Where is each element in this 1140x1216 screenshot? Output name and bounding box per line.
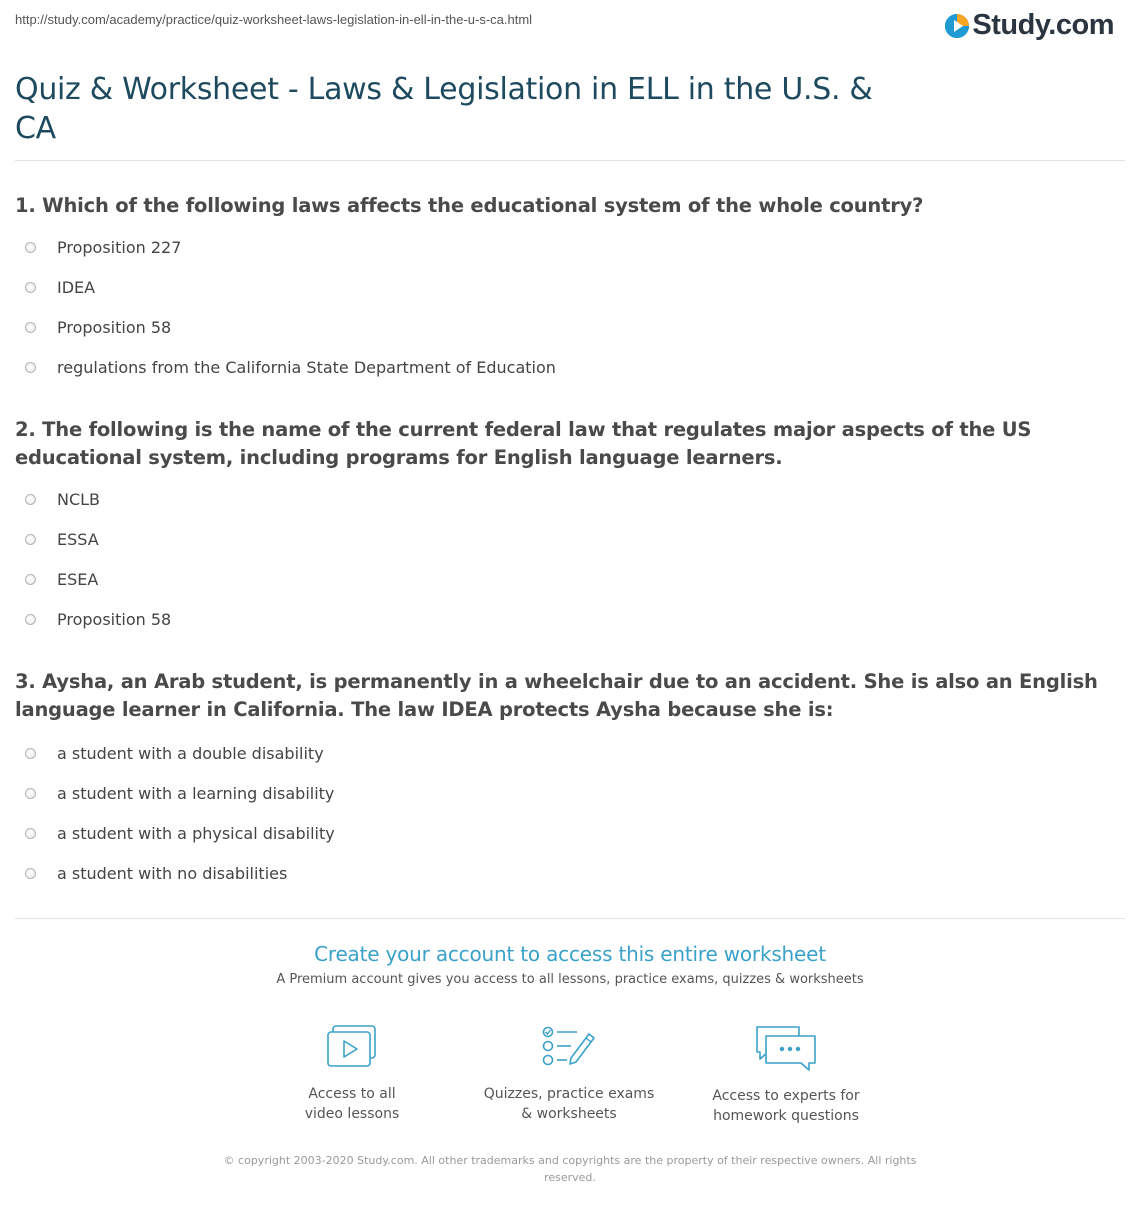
option-label: Proposition 227	[57, 237, 182, 257]
answer-option[interactable]	[15, 267, 1115, 307]
feature-label-line: Access to all	[308, 1086, 396, 1102]
option-label: a student with a physical disability	[57, 823, 335, 843]
play-logo-icon	[945, 14, 969, 38]
cta-subtitle: A Premium account gives you access to all lessons, practice exams, quizzes & worksheets	[276, 972, 864, 987]
feature-label-line: & worksheets	[521, 1106, 617, 1122]
logo-text: Study.com	[972, 9, 1114, 41]
question-text: 2. The following is the name of the current federal law that regulates major aspects of the US educational system, including programs for English language learners.	[15, 418, 1032, 469]
question-text: 3. Aysha, an Arab student, is permanently in a wheelchair due to an accident. She is also an English language learner in California. The law IDEA protects Aysha because she is:	[15, 670, 1098, 721]
answer-option[interactable]	[15, 479, 1115, 519]
divider	[15, 918, 1125, 919]
radio-icon[interactable]	[25, 614, 36, 625]
answer-option[interactable]	[15, 773, 1115, 813]
answer-option[interactable]	[15, 813, 1115, 853]
option-label: a student with a learning disability	[57, 783, 335, 803]
answer-options	[15, 227, 1115, 387]
copyright-text: © copyright 2003-2020 Study.com. All other trademarks and copyrights are the property of their respective owners. All rights reserved.	[223, 1154, 917, 1184]
radio-icon[interactable]	[25, 788, 36, 799]
divider	[15, 160, 1125, 161]
chat-bubbles-icon	[754, 1024, 818, 1072]
answer-option[interactable]	[15, 559, 1115, 599]
answer-option[interactable]	[15, 733, 1115, 773]
question-2	[15, 416, 1115, 639]
answer-option[interactable]	[15, 599, 1115, 639]
page-title: Quiz & Worksheet - Laws & Legislation in ELL in the U.S. & CA	[15, 72, 873, 146]
radio-icon[interactable]	[25, 748, 36, 759]
radio-icon[interactable]	[25, 574, 36, 585]
question-3	[15, 668, 1115, 893]
feature-quizzes	[469, 1024, 669, 1124]
feature-label-line: Access to experts for	[712, 1088, 860, 1104]
option-label: Proposition 58	[57, 609, 172, 629]
quiz-checklist-icon	[541, 1024, 597, 1070]
study-logo[interactable]	[945, 9, 1114, 42]
answer-option[interactable]	[15, 347, 1115, 387]
feature-label	[686, 1086, 886, 1126]
option-label: a student with a double disability	[57, 743, 324, 763]
feature-label	[252, 1084, 452, 1124]
answer-option[interactable]	[15, 307, 1115, 347]
answer-option[interactable]	[15, 853, 1115, 893]
radio-icon[interactable]	[25, 828, 36, 839]
answer-option[interactable]	[15, 519, 1115, 559]
radio-icon[interactable]	[25, 868, 36, 879]
question-text: 1. Which of the following laws affects the educational system of the whole country?	[15, 194, 924, 217]
create-account-link[interactable]: Create your account to access this entire worksheet	[314, 942, 826, 966]
feature-label-line: video lessons	[304, 1106, 400, 1122]
radio-icon[interactable]	[25, 322, 36, 333]
question-1	[15, 192, 1115, 387]
option-label: regulations from the California State Department of Education	[57, 357, 556, 377]
feature-video-lessons	[252, 1024, 452, 1124]
video-icon	[326, 1024, 378, 1070]
option-label: IDEA	[57, 277, 96, 297]
radio-icon[interactable]	[25, 282, 36, 293]
radio-icon[interactable]	[25, 242, 36, 253]
option-label: a student with no disabilities	[57, 863, 288, 883]
feature-label-line: homework questions	[713, 1108, 859, 1124]
radio-icon[interactable]	[25, 494, 36, 505]
option-label: Proposition 58	[57, 317, 172, 337]
radio-icon[interactable]	[25, 534, 36, 545]
answer-options	[15, 479, 1115, 639]
signup-cta	[0, 942, 1140, 987]
radio-icon[interactable]	[25, 362, 36, 373]
answer-option[interactable]	[15, 227, 1115, 267]
option-label: ESSA	[57, 529, 99, 549]
option-label: ESEA	[57, 569, 99, 589]
feature-experts	[686, 1024, 886, 1126]
answer-options	[15, 733, 1115, 893]
feature-label	[469, 1084, 669, 1124]
option-label: NCLB	[57, 489, 101, 509]
page-url: http://study.com/academy/practice/quiz-worksheet-laws-legislation-in-ell-in-the-u-s-ca.html	[15, 12, 533, 27]
feature-label-line: Quizzes, practice exams	[483, 1086, 655, 1102]
